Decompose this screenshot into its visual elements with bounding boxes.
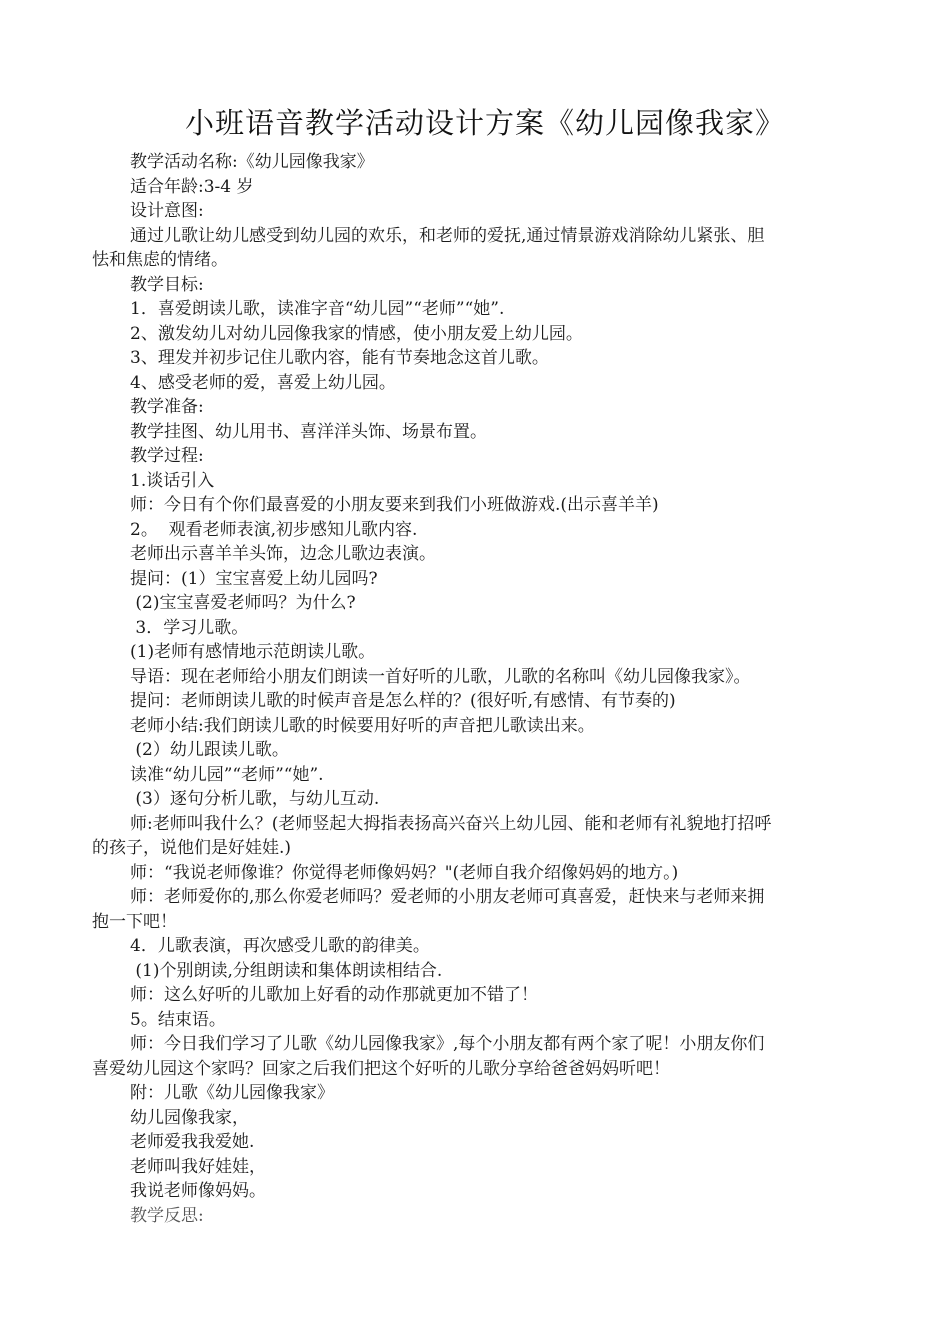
- preparation-line: 教学挂图、幼儿用书、喜洋洋头饰、场景布置。: [130, 421, 487, 442]
- paragraph-line: 通过儿歌让幼儿感受到幼儿园的欢乐，和老师的爱抚,通过情景游戏消除幼儿紧张、胆: [130, 225, 765, 246]
- process-line: (1)个别朗读,分组朗读和集体朗读相结合.: [130, 960, 443, 981]
- goal-item: 1．喜爱朗读儿歌，读准字音“幼儿园”“老师”“她”.: [130, 299, 505, 319]
- poem-line: 幼儿园像我家，: [130, 1107, 249, 1128]
- age-line: 适合年龄:3-4 岁: [130, 176, 254, 197]
- reflection-heading: 教学反思:: [130, 1205, 204, 1226]
- paragraph-line: 怯和焦虑的情绪。: [92, 250, 228, 270]
- preparation-heading: 教学准备:: [130, 397, 204, 417]
- process-line: 的孩子，说他们是好娃娃.): [92, 838, 292, 858]
- process-line: 师：“我说老师像谁？你觉得老师像妈妈？"(老师自我介绍像妈妈的地方。): [130, 862, 679, 883]
- process-line: 5。结束语。: [130, 1009, 226, 1030]
- process-line: 师：今日有个你们最喜爱的小朋友要来到我们小班做游戏.(出示喜羊羊): [130, 495, 659, 515]
- process-line: 喜爱幼儿园这个家吗？回家之后我们把这个好听的儿歌分享给爸爸妈妈听吧！: [92, 1058, 670, 1079]
- goal-item: 3、理发并初步记住儿歌内容，能有节奏地念这首儿歌。: [130, 348, 549, 368]
- poem-line: 老师爱我我爱她.: [130, 1132, 255, 1152]
- process-line: 4．儿歌表演，再次感受儿歌的韵律美。: [130, 936, 430, 956]
- process-line: 3．学习儿歌。: [130, 617, 249, 638]
- process-line: 师：今日我们学习了儿歌《幼儿园像我家》,每个小朋友都有两个家了呢！小朋友你们: [130, 1034, 765, 1054]
- design-intent-heading: 设计意图:: [130, 201, 204, 221]
- goal-item: 4、感受老师的爱，喜爱上幼儿园。: [130, 372, 396, 393]
- process-line: 2。 观看老师表演,初步感知儿歌内容.: [130, 519, 418, 540]
- process-line: 老师出示喜羊羊头饰，边念儿歌边表演。: [130, 544, 436, 564]
- poem-line: 老师叫我好娃娃，: [130, 1156, 266, 1177]
- process-line: 提问：老师朗读儿歌的时候声音是怎么样的？(很好听,有感情、有节奏的): [130, 691, 676, 711]
- document-title: 小班语音教学活动设计方案《幼儿园像我家》: [184, 106, 785, 140]
- process-line: 师：老师爱你的,那么你爱老师吗？爱老师的小朋友老师可真喜爱，赶快来与老师来拥: [130, 887, 765, 907]
- process-line: 抱一下吧！: [92, 911, 177, 932]
- process-line: 师：这么好听的儿歌加上好看的动作那就更加不错了！: [130, 985, 538, 1005]
- activity-name-line: 教学活动名称:《幼儿园像我家》: [130, 152, 374, 172]
- goals-heading: 教学目标:: [130, 274, 204, 295]
- process-heading: 教学过程:: [130, 446, 204, 466]
- process-line: (2）幼儿跟读儿歌。: [130, 740, 289, 760]
- process-line: (2)宝宝喜爱老师吗？为什么?: [130, 593, 356, 613]
- process-line: 师:老师叫我什么？(老师竖起大拇指表扬高兴奋兴上幼儿园、能和老师有礼貌地打招呼: [130, 813, 772, 834]
- appendix-heading: 附：儿歌《幼儿园像我家》: [130, 1083, 334, 1103]
- process-line: 老师小结:我们朗读儿歌的时候要用好听的声音把儿歌读出来。: [130, 715, 595, 736]
- process-line: 导语：现在老师给小朋友们朗读一首好听的儿歌，儿歌的名称叫《幼儿园像我家》。: [130, 666, 751, 687]
- process-line: (1)老师有感情地示范朗读儿歌。: [130, 642, 376, 662]
- process-line: 提问：(1）宝宝喜爱上幼儿园吗?: [130, 568, 378, 589]
- process-line: 1.谈话引入: [130, 470, 215, 491]
- document-body: [92, 150, 862, 1228]
- process-line: (3）逐句分析儿歌，与幼儿互动.: [130, 789, 380, 809]
- poem-line: 我说老师像妈妈。: [130, 1181, 266, 1201]
- process-line: 读准“幼儿园”“老师”“她”.: [130, 764, 324, 785]
- goal-item: 2、激发幼儿对幼儿园像我家的情感，使小朋友爱上幼儿园。: [130, 323, 583, 344]
